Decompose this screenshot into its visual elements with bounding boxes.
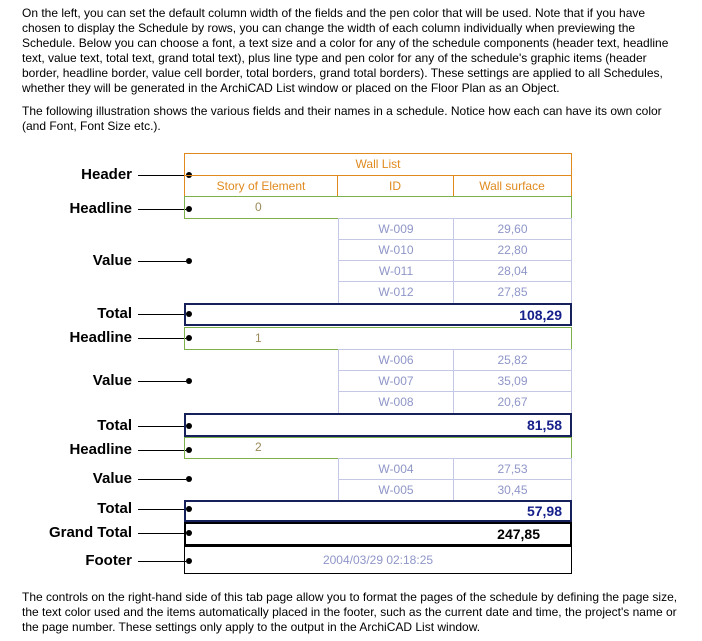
label-total: Total xyxy=(97,500,132,517)
total-row xyxy=(184,413,572,437)
value-cell-id: W-008 xyxy=(338,391,454,414)
leader-dot xyxy=(186,378,192,384)
headline-row xyxy=(184,327,572,350)
value-cell-id: W-004 xyxy=(338,458,454,480)
schedule-title: Wall List xyxy=(355,157,401,171)
label-header: Header xyxy=(81,166,132,183)
leader-line xyxy=(138,175,186,176)
grand-total-value: 247,85 xyxy=(497,526,540,542)
value-cell-id: W-012 xyxy=(338,281,454,304)
leader-dot xyxy=(186,476,192,482)
value-cell-id: W-011 xyxy=(338,260,454,282)
schedule-footer xyxy=(184,546,572,574)
label-grand-total: Grand Total xyxy=(48,524,132,541)
label-headline: Headline xyxy=(69,329,132,346)
column-header-wall-surface: Wall surface xyxy=(479,179,545,193)
leader-line xyxy=(138,314,186,315)
column-header-story: Story of Element xyxy=(216,179,306,193)
value-cell-surface: 27,85 xyxy=(453,281,572,304)
footer-timestamp: 2004/03/29 02:18:25 xyxy=(322,553,434,567)
value-cell-surface: 27,53 xyxy=(453,458,572,480)
total-value: 81,58 xyxy=(526,417,562,433)
label-total: Total xyxy=(97,305,132,322)
value-cell-id: W-005 xyxy=(338,479,454,501)
closing-paragraph: The controls on the right-hand side of this tab page allow you to format the pages of the schedule by defining the page size, the text color used and the items automatically placed in the footer, such as the current date and time, the project's name or the page number. These settings only apply to the output in the ArchiCAD List window. xyxy=(22,590,678,634)
leader-line xyxy=(138,338,186,339)
value-cell-surface: 28,04 xyxy=(453,260,572,282)
leader-line xyxy=(138,261,186,262)
label-value: Value xyxy=(92,252,132,269)
total-value: 108,29 xyxy=(519,307,562,323)
leader-dot xyxy=(186,258,192,264)
value-cell-id: W-010 xyxy=(338,239,454,261)
headline-row xyxy=(184,196,572,219)
illustration-paragraph: The following illustration shows the various fields and their names in a schedule. Notice how each can have its own color (and Font, Font Size etc.). xyxy=(22,104,662,133)
schedule-header xyxy=(184,153,572,197)
label-total: Total xyxy=(97,417,132,434)
leader-line xyxy=(138,209,186,210)
leader-line xyxy=(138,381,186,382)
leader-line xyxy=(138,450,186,451)
intro-paragraph: On the left, you can set the default column width of the fields and the pen color that will be used. Note that if you have chosen to display the Schedule by rows, you can change the width of each column individually when previewing the Schedule. Below you can choose a font, a text size and a color for any of the schedule components (header text, headline text, value text, total text, grand total text), plus line type and pen color for any of the schedule's graphic items (header border, headline border, value cell border, total borders, grand total borders). These settings are applied to all Schedules, whether they will be generated in the ArchiCAD List window or placed on the Floor Plan as an Object. xyxy=(22,6,669,95)
value-cell-surface: 22,80 xyxy=(453,239,572,261)
label-footer: Footer xyxy=(85,552,132,569)
total-value: 57,98 xyxy=(526,503,562,519)
headline-story: 2 xyxy=(255,440,262,454)
value-cell-id: W-009 xyxy=(338,218,454,240)
value-cell-id: W-007 xyxy=(338,370,454,392)
value-cell-id: W-006 xyxy=(338,349,454,371)
value-cell-surface: 35,09 xyxy=(453,370,572,392)
value-cell-surface: 30,45 xyxy=(453,479,572,501)
label-headline: Headline xyxy=(69,200,132,217)
grand-total-row xyxy=(184,522,572,546)
total-row xyxy=(184,303,572,326)
total-row xyxy=(184,500,572,522)
leader-line xyxy=(138,509,186,510)
headline-row xyxy=(184,437,572,459)
value-cell-surface: 25,82 xyxy=(453,349,572,371)
label-value: Value xyxy=(92,470,132,487)
value-cell-surface: 29,60 xyxy=(453,218,572,240)
headline-story: 1 xyxy=(255,331,262,345)
headline-story: 0 xyxy=(255,200,262,214)
leader-line xyxy=(138,561,186,562)
label-value: Value xyxy=(92,372,132,389)
label-headline: Headline xyxy=(69,441,132,458)
leader-line xyxy=(138,533,186,534)
value-cell-surface: 20,67 xyxy=(453,391,572,414)
column-header-id: ID xyxy=(389,179,401,193)
leader-line xyxy=(138,426,186,427)
leader-line xyxy=(138,479,186,480)
